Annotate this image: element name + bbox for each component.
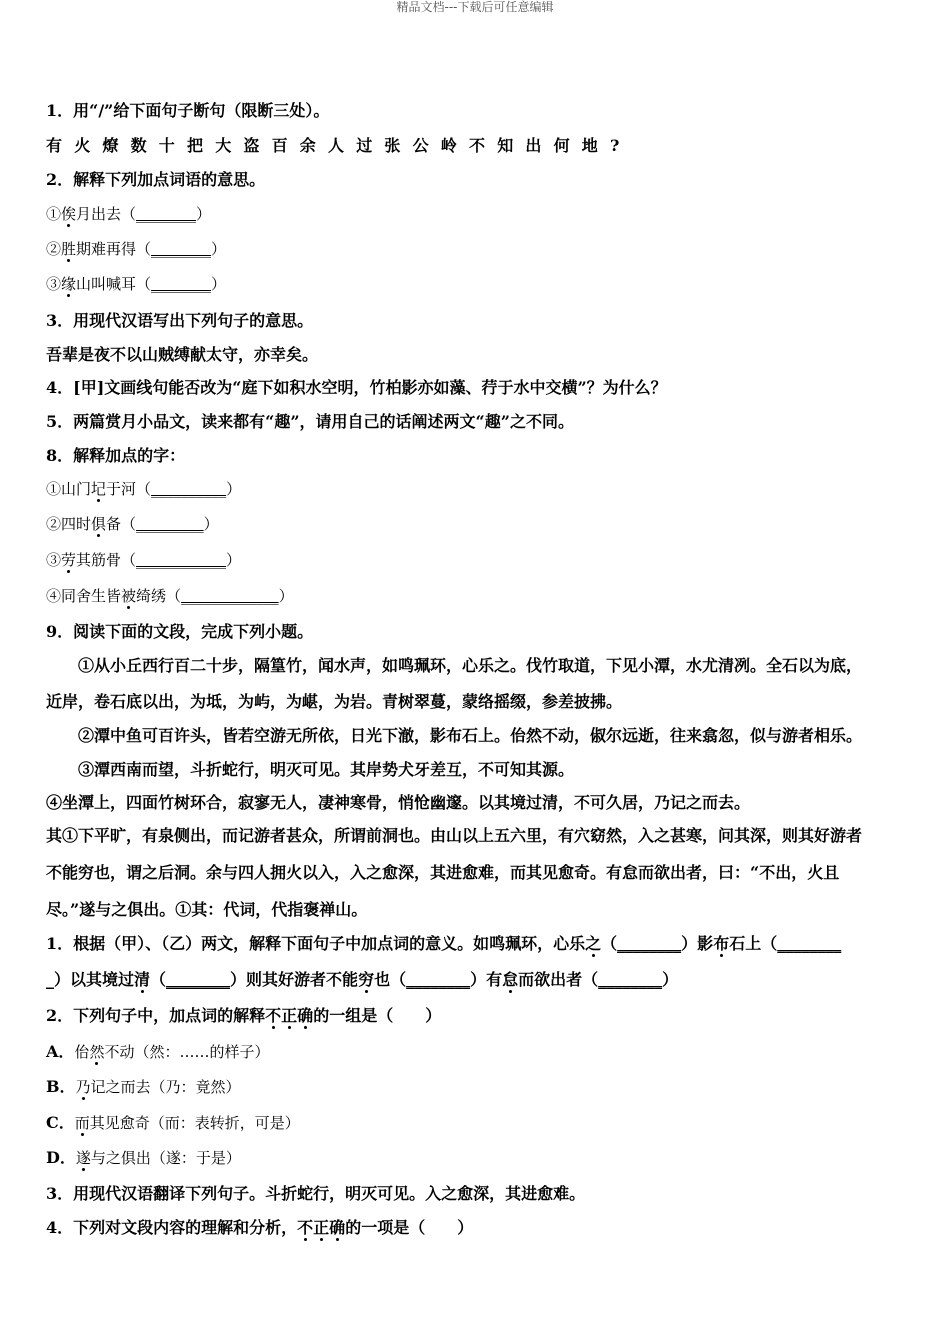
item-number: ② [46, 240, 62, 258]
item-number: ② [46, 515, 62, 533]
q5-prompt: 5．两篇赏月小品文，读来都有“趣”，请用自己的话阐述两文“趣”之不同。 [46, 412, 574, 431]
option-text-after: 记之而去（乃：竟然） [90, 1078, 241, 1096]
dotted-char: 怠 [502, 970, 519, 989]
option-d[interactable] [46, 1148, 241, 1168]
q8-item-2 [46, 514, 219, 534]
item-number: ① [46, 205, 62, 223]
answer-blank[interactable]: ________ [151, 275, 212, 293]
q9-sub2-prompt [46, 1006, 441, 1026]
dotted-char: 圮 [91, 480, 107, 498]
q2-item-2 [46, 239, 226, 259]
text-segment: ） [662, 970, 679, 989]
dotted-char: 布 [713, 934, 730, 953]
text-segment: 的一项是（ ） [345, 1218, 474, 1237]
answer-blank[interactable]: ________ [151, 240, 212, 258]
dotted-char: 清 [134, 970, 151, 989]
item-text-after: 备（ [106, 515, 137, 533]
dotted-char: 俟 [61, 205, 77, 223]
text-segment: （ [601, 934, 618, 953]
answer-blank[interactable]: ________ [166, 970, 231, 989]
item-text-after: 月出去（ [76, 205, 137, 223]
option-label: A． [46, 1042, 75, 1061]
item-text-before: 同舍生皆 [61, 587, 122, 605]
item-end: ） [226, 551, 242, 569]
passage-line-3: ②潭中鱼可百许头，皆若空游无所依，日光下澈，影布石上。佁然不动，俶尔远逝，往来翕忽，似与游者相乐。 [78, 726, 863, 745]
item-text-after: 其筋骨（ [76, 551, 137, 569]
item-text-after: 山叫喊耳（ [76, 275, 152, 293]
text-segment: ）有 [470, 970, 503, 989]
q3-sentence: 吾辈是夜不以山贼缚献太守，亦幸矣。 [46, 345, 319, 364]
text-segment: 4．下列对文段内容的理解和分析， [46, 1218, 298, 1237]
q2-item-1 [46, 204, 211, 224]
item-end: ） [211, 275, 227, 293]
answer-blank[interactable]: __________ [151, 480, 227, 498]
answer-blank[interactable]: _________ [136, 515, 204, 533]
dotted-char: 确 [297, 1006, 314, 1025]
dotted-char: 缘 [61, 275, 77, 293]
text-segment: _）以其境过 [46, 970, 135, 989]
page-header: 精品文档---下载后可任意编辑 [396, 0, 554, 14]
item-number: ③ [46, 275, 62, 293]
dotted-char: 不 [297, 1218, 314, 1237]
option-b[interactable] [46, 1077, 241, 1097]
dotted-char: 穷 [358, 970, 375, 989]
option-c[interactable] [46, 1113, 300, 1133]
dotted-char: 而 [74, 1114, 90, 1132]
item-text-before: 四时 [61, 515, 92, 533]
dotted-char: 乃 [75, 1078, 91, 1096]
passage-line-6: 其①下平旷，有泉侧出，而记游者甚众，所谓前洞也。由山以上五六里，有穴窈然，入之甚寒，问其深，则其好游者 [46, 826, 863, 845]
item-end: ） [203, 515, 219, 533]
q2-prompt: 2．解释下列加点词语的意思。 [46, 170, 266, 189]
text-segment: ）则其好游者不能 [230, 970, 359, 989]
q3-prompt: 3．用现代汉语写出下列句子的意思。 [46, 311, 314, 330]
answer-blank[interactable]: ____________ [136, 551, 227, 569]
dotted-char: 胜 [61, 240, 77, 258]
answer-blank[interactable]: ________ [777, 934, 842, 953]
option-text-after: 与之俱出（遂：于是） [90, 1149, 241, 1167]
option-text-after: 不动（然：……的样子） [104, 1043, 270, 1061]
item-number: ① [46, 480, 62, 498]
text-segment: 1．根据（甲）、（乙）两文，解释下面句子中加点词的意义。如鸣珮环，心乐 [46, 934, 586, 953]
q2-item-3 [46, 274, 226, 294]
passage-line-8: 尽。”遂与之俱出。①其：代词，代指褒禅山。 [46, 900, 368, 919]
text-segment: 的一组是（ ） [313, 1006, 442, 1025]
dotted-char: 确 [329, 1218, 346, 1237]
option-label: D． [46, 1148, 76, 1167]
q9-sub4-prompt [46, 1218, 473, 1238]
passage-line-4: ③潭西南而望，斗折蛇行，明灭可见。其岸势犬牙差互，不可知其源。 [78, 760, 575, 779]
dotted-char: 正 [281, 1006, 298, 1025]
dotted-char: 被 [121, 587, 137, 605]
option-label: B． [46, 1077, 76, 1096]
q8-item-1 [46, 479, 241, 499]
dotted-char: 遂 [75, 1149, 91, 1167]
dotted-char: 正 [313, 1218, 330, 1237]
q9-sub1-line2 [46, 970, 678, 990]
passage-line-7: 不能穷也，谓之后洞。余与四人拥火以入，入之愈深，其进愈难，而其见愈奇。有怠而欲出者，曰：“不出，火且 [46, 863, 840, 882]
q8-item-3 [46, 550, 241, 570]
item-end: ） [196, 205, 212, 223]
q9-prompt: 9．阅读下面的文段，完成下列小题。 [46, 622, 314, 641]
dotted-char: 不 [265, 1006, 282, 1025]
item-text-after: 期难再得（ [76, 240, 152, 258]
answer-blank[interactable]: ________ [617, 934, 682, 953]
answer-blank[interactable]: _____________ [181, 587, 279, 605]
answer-blank[interactable]: ________ [136, 205, 197, 223]
item-text-after: 于河（ [106, 480, 152, 498]
text-segment: （ [150, 970, 167, 989]
passage-line-5: ④坐潭上，四面竹树环合，寂寥无人，凄神寒骨，悄怆幽邃。以其境过清，不可久居，乃记之而去。 [46, 793, 751, 812]
text-segment: 而欲出者（ [518, 970, 599, 989]
text-segment: 2．下列句子中，加点词的解释 [46, 1006, 266, 1025]
item-text-before: 山门 [61, 480, 92, 498]
dotted-char: 劳 [61, 551, 77, 569]
passage-line-1: ①从小丘西行百二十步，隔篁竹，闻水声，如鸣珮环，心乐之。伐竹取道，下见小潭，水尤清冽。全石以为底， [78, 656, 863, 675]
passage-line-2: 近岸，卷石底以出，为坻，为屿，为嵁，为岩。青树翠蔓，蒙络摇缀，参差披拂。 [46, 692, 623, 711]
q9-sub1-line1 [46, 934, 841, 954]
text-segment: 也（ [374, 970, 407, 989]
option-a[interactable] [46, 1042, 269, 1062]
item-number: ③ [46, 551, 62, 569]
dotted-char: 俱 [91, 515, 107, 533]
item-text-after: 绮绣（ [136, 587, 182, 605]
answer-blank[interactable]: ________ [406, 970, 471, 989]
q8-prompt: 8．解释加点的字： [46, 446, 186, 465]
option-text-after: 其见愈奇（而：表转折，可是） [89, 1114, 300, 1132]
q9-sub3-prompt: 3．用现代汉语翻译下列句子。斗折蛇行，明灭可见。入之愈深，其进愈难。 [46, 1184, 586, 1203]
item-end: ） [211, 240, 227, 258]
q1-prompt: 1．用“/”给下面句子断句（限断三处）。 [46, 101, 330, 120]
q4-prompt: 4．[甲]文画线句能否改为“庭下如积水空明，竹柏影亦如藻、荇于水中交横”？为什么？ [46, 378, 667, 397]
dotted-char: 然 [89, 1043, 105, 1061]
item-number: ④ [46, 587, 62, 605]
item-end: ） [278, 587, 294, 605]
option-label: C． [46, 1113, 75, 1132]
q1-sentence: 有火燎数十把大盗百余人过张公岭不知出何地? [46, 136, 632, 155]
q8-item-4 [46, 586, 294, 606]
option-text-before: 佁 [74, 1043, 90, 1061]
text-segment: 石上（ [729, 934, 778, 953]
answer-blank[interactable]: ________ [598, 970, 663, 989]
item-end: ） [226, 480, 242, 498]
text-segment: ）影 [681, 934, 714, 953]
dotted-char: 之 [585, 934, 602, 953]
